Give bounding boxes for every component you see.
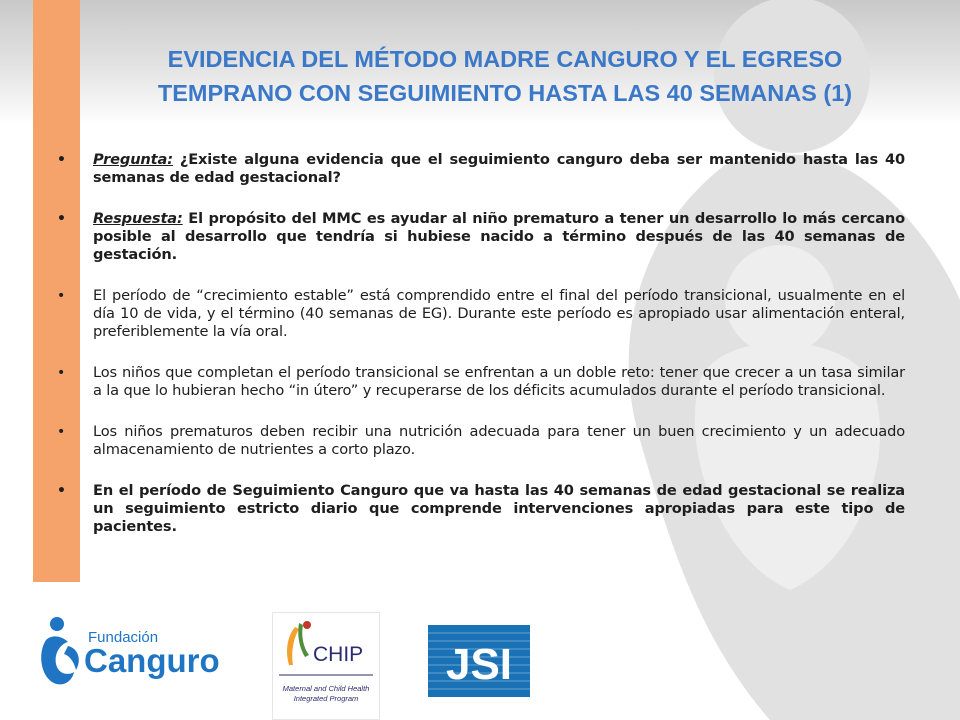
logo-line-1: Fundación — [88, 629, 159, 646]
bullet-text: ¿Existe alguna evidencia que el seguimiento canguro deba ser mantenido hasta las 40 semanas de edad gestacional? — [93, 151, 905, 186]
slide-title — [95, 42, 915, 110]
bullet-icon: • — [57, 365, 66, 381]
partner-logos — [0, 612, 960, 720]
logo-kangaroo-icon — [41, 636, 74, 684]
mchip-logo — [272, 612, 380, 720]
bullet-list — [57, 151, 905, 559]
logo-name: CHIP — [313, 643, 364, 666]
bullet-icon: • — [57, 288, 66, 304]
bullet-item-seguimiento — [57, 482, 905, 536]
bullet-text: El propósito del MMC es ayudar al niño prematuro a tener un desarrollo lo más cercano posible al desarrollo que tendría si hubiese nacido a término después de las 40 semanas de gestación. — [93, 210, 905, 263]
jsi-logo — [428, 625, 530, 697]
logo-subtitle-2: Integrated Program — [293, 694, 359, 703]
bullet-label: Respuesta: — [93, 210, 183, 227]
bullet-text: El período de “crecimiento estable” está comprendido entre el final del período transicional, usualmente en el día 10 de vida, y el término (40 semanas de EG). Durante este período es apropiado usar alimentación enteral, preferiblemente la vía oral. — [93, 287, 905, 340]
bullet-item-reto — [57, 364, 905, 400]
fundacion-canguro-logo — [38, 612, 238, 692]
bullet-icon: • — [57, 211, 66, 227]
bullet-item-nutricion — [57, 423, 905, 459]
title-line-1: EVIDENCIA DEL MÉTODO MADRE CANGURO Y EL EGRESO — [167, 46, 843, 72]
logo-line-2: Canguro — [84, 642, 220, 679]
logo-subtitle-1: Maternal and Child Health — [282, 684, 370, 693]
bullet-text: Los niños prematuros deben recibir una nutrición adecuada para tener un buen crecimiento y un adecuado almacenamiento de nutrientes a corto plazo. — [93, 423, 905, 458]
logo-head-icon — [50, 617, 64, 631]
bullet-icon: • — [57, 424, 66, 440]
bullet-icon: • — [57, 152, 66, 168]
bullet-text: En el período de Seguimiento Canguro que va hasta las 40 semanas de edad gestacional se realiza un seguimiento estricto diario que comprende intervenciones apropiadas para este tipo de pacientes. — [93, 482, 905, 535]
logo-figure-icon — [287, 627, 299, 665]
bullet-icon: • — [57, 483, 66, 499]
title-line-2: TEMPRANO CON SEGUIMIENTO HASTA LAS 40 SEMANAS (1) — [157, 80, 853, 106]
bullet-item-pregunta — [57, 151, 905, 187]
logo-name: JSI — [445, 640, 513, 689]
bullet-item-respuesta — [57, 210, 905, 264]
bullet-text: Los niños que completan el período transicional se enfrentan a un doble reto: tener que crecer a un tasa similar a la que lo hubieran hecho “in útero” y recuperarse de los déficits acumulados durante el período transicional. — [93, 364, 905, 399]
bullet-label: Pregunta: — [93, 151, 173, 168]
bullet-item-crecimiento — [57, 287, 905, 341]
